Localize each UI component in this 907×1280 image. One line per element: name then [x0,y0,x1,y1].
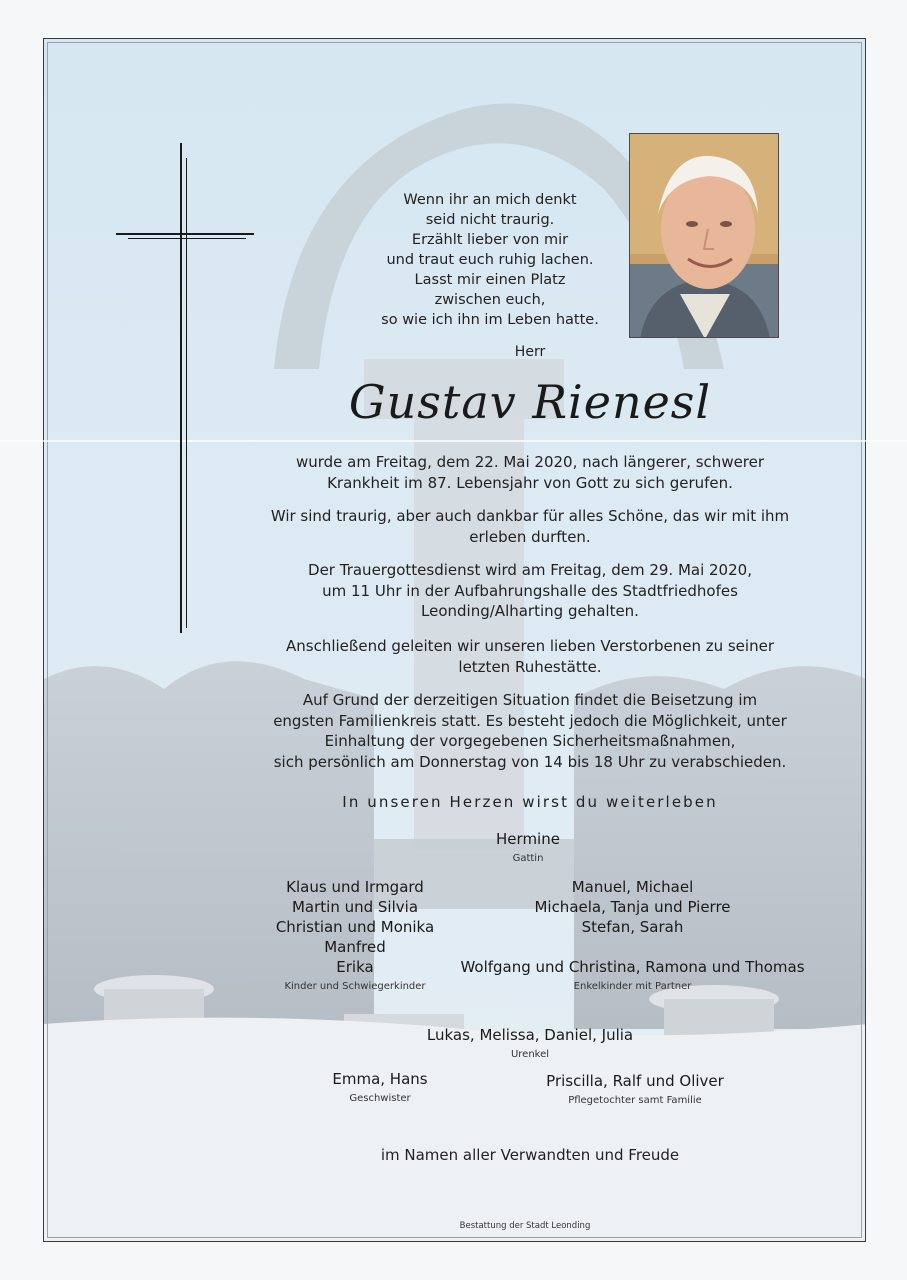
mourner-name: Manuel, Michael [571,878,694,896]
mourner-name: Lukas, Melissa, Daniel, Julia [426,1026,634,1044]
mourner-name: Hermine [496,830,560,848]
text-line: engsten Familienkreis statt. Es besteht jedoch die Möglichkeit, unter [273,711,787,730]
mourner-name: Emma, Hans [332,1070,428,1088]
mourner-relation: Enkelkinder mit Partner [573,981,692,992]
poem-line: zwischen euch, [434,292,546,308]
mourner-name: Michaela, Tanja und Pierre [534,898,731,916]
text-line: Anschließend geleiten wir unseren lieben Verstorbenen zu seiner [286,637,774,655]
deceased-name: Gustav Rienesl [348,375,712,429]
paper-fold [0,440,907,442]
text-line: sich persönlich am Donnerstag von 14 bis 18 Uhr zu verabschieden. [273,752,787,771]
text-line: letzten Ruhestätte. [458,657,602,676]
mourner-name: Stefan, Sarah [581,918,684,936]
mourner-relation: Geschwister [349,1093,411,1104]
text-line: Leonding/Alharting gehalten. [421,602,639,620]
poem-line: seid nicht traurig. [425,212,555,228]
mourner-group-children [240,877,470,992]
service-paragraph [250,560,810,622]
mourner-relation: Kinder und Schwiegerkinder [284,981,426,992]
mourner-name: Wolfgang und Christina, Ramona und Thomas [460,958,805,976]
poem-line: so wie ich ihn im Leben hatte. [381,312,599,328]
text-line: wurde am Freitag, dem 22. Mai 2020, nach längerer, schwerer [295,453,765,471]
text-line: erleben durften. [469,527,591,546]
portrait-photo [629,133,779,338]
announcement-paragraph [250,452,810,493]
mourner-group-siblings [290,1069,470,1104]
mourner-relation: Urenkel [510,1049,550,1060]
poem-line: Erzählt lieber von mir [411,232,569,248]
burial-paragraph [250,636,810,677]
situation-paragraph [250,690,810,772]
mourner-relation: Gattin [512,853,544,864]
heart-line: In unseren Herzen wirst du weiterleben [342,793,718,811]
text-line: Einhaltung der vorgegebenen Sicherheitsmaßnahmen, [324,732,736,750]
mourner-name: Christian und Monika [275,918,435,936]
gratitude-paragraph [250,506,810,547]
text-line: Krankheit im 87. Lebensjahr von Gott zu sich gerufen. [327,473,733,492]
text-line: Auf Grund der derzeitigen Situation findet die Beisetzung im [302,691,758,709]
salutation: Herr [514,344,546,360]
mourner-group-grandchildren [455,877,810,992]
mourner-group-foster-daughter [510,1071,760,1106]
mourner-name: Manfred [324,938,386,956]
mourner-name: Klaus und Irmgard [286,878,424,896]
text-line: Wir sind traurig, aber auch dankbar für alles Schöne, das wir mit ihm [270,507,790,525]
poem [340,190,640,330]
text-line: um 11 Uhr in der Aufbahrungshalle des Stadtfriedhofes [322,581,738,600]
mourner-name: Priscilla, Ralf und Oliver [546,1072,724,1090]
funeral-home-footer: Bestattung der Stadt Leonding [459,1221,591,1231]
mourner-name: Erika [336,958,374,976]
poem-line: und traut euch ruhig lachen. [386,252,594,268]
mourner-relation: Pflegetochter samt Familie [568,1095,702,1106]
text-line: Der Trauergottesdienst wird am Freitag, dem 29. Mai 2020, [308,561,752,579]
mourner-name: Martin und Silvia [291,898,419,916]
mourner-group-great-grandchildren [390,1025,670,1060]
mourner-group-spouse [428,829,628,864]
poem-line: Lasst mir einen Platz [414,272,566,288]
poem-line: Wenn ihr an mich denkt [403,192,577,208]
closing-line: im Namen aller Verwandten und Freude [380,1146,680,1164]
